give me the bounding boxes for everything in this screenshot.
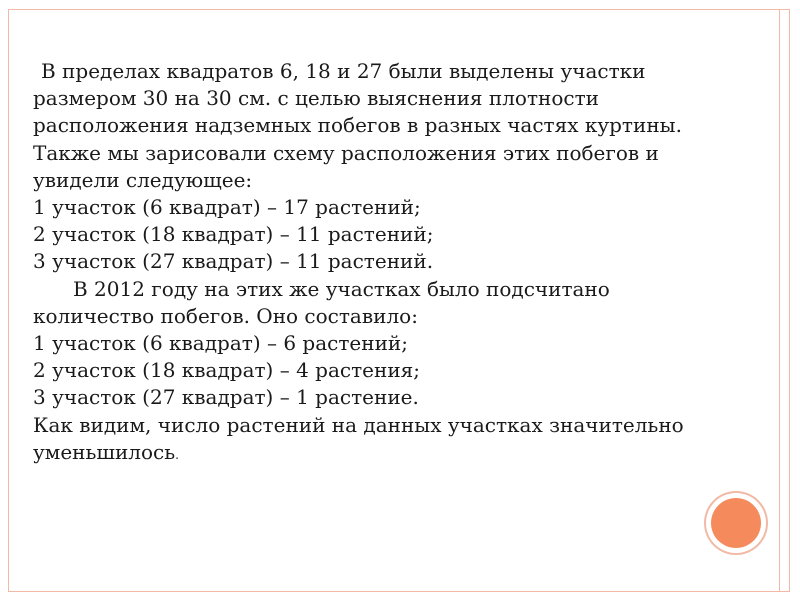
conclusion-line: Как видим, число растений на данных участках значительно: [33, 412, 684, 437]
list-item-plot-2: 2 участок (18 квадрат) – 11 растений;: [33, 222, 434, 247]
list-item-plot-1-2012: 1 участок (6 квадрат) – 6 растений;: [33, 331, 408, 356]
conclusion-word: уменьшилось: [33, 439, 176, 464]
paragraph-line: увидели следующее:: [33, 167, 253, 192]
list-item-plot-3-2012: 3 участок (27 квадрат) – 1 растение.: [33, 385, 419, 410]
conclusion-line-end: [33, 439, 733, 469]
slide-frame-right-strip: [779, 9, 790, 592]
slide-body-text: [33, 58, 733, 469]
list-item-plot-3: 3 участок (27 квадрат) – 11 растений.: [33, 249, 434, 274]
list-item-plot-2-2012: 2 участок (18 квадрат) – 4 растения;: [33, 358, 421, 383]
paragraph-line: количество побегов. Оно составило:: [33, 303, 418, 328]
paragraph-line: В пределах квадратов 6, 18 и 27 были выделены участки: [41, 59, 646, 83]
decorative-circle-icon: [711, 498, 761, 548]
paragraph-line: Также мы зарисовали схему расположения этих побегов и: [33, 140, 659, 165]
paragraph-line: расположения надземных побегов в разных частях куртины.: [33, 113, 682, 138]
paragraph-line: размером 30 на 30 см. с целью выяснения плотности: [33, 86, 600, 111]
conclusion-period: .: [175, 447, 179, 462]
list-item-plot-1: 1 участок (6 квадрат) – 17 растений;: [33, 195, 421, 220]
paragraph-line: В 2012 году на этих же участках было подсчитано: [73, 276, 610, 301]
